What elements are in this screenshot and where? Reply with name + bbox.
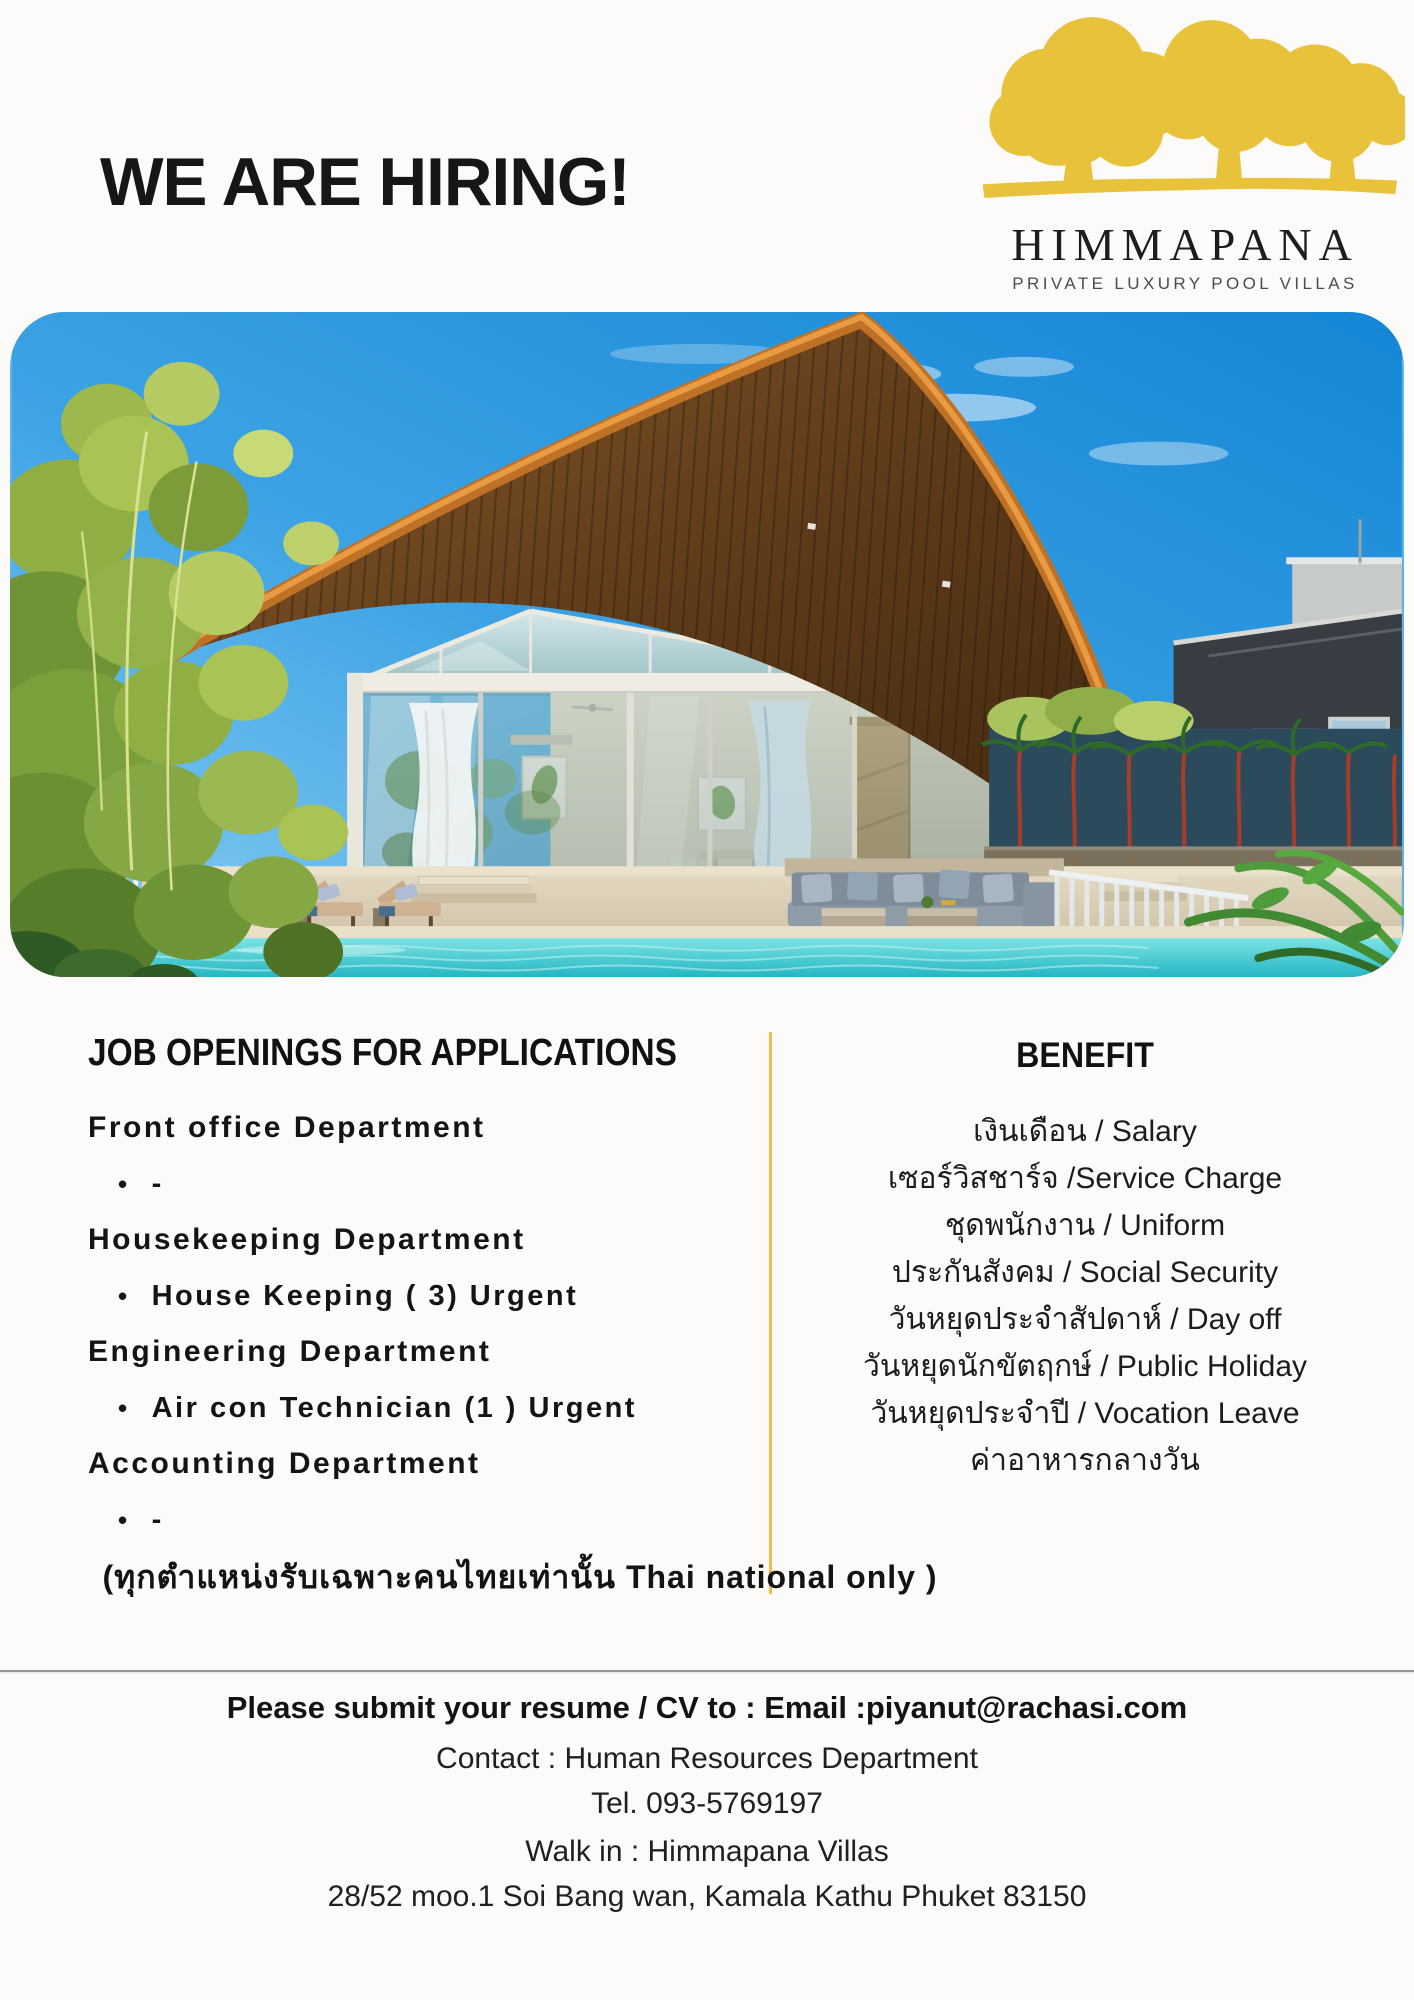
position-item: • Air con Technician (1 ) Urgent xyxy=(88,1380,768,1436)
headline: WE ARE HIRING! xyxy=(100,144,630,220)
brand-logo xyxy=(955,4,1414,304)
position-item: • - xyxy=(88,1156,768,1212)
benefit-item: ประกันสังคม / Social Security xyxy=(891,1256,1279,1289)
benefit-item: ชุดพนักงาน / Uniform xyxy=(944,1209,1226,1242)
column-divider xyxy=(769,1032,772,1594)
department-name: Engineering Department xyxy=(88,1335,492,1368)
walkin-line: Walk in : Himmapana Villas xyxy=(525,1835,889,1868)
footer-divider-highlight xyxy=(0,1672,1414,1674)
villa-photo-illustration xyxy=(10,312,1404,977)
benefit-list xyxy=(775,1108,1395,1484)
position-item: • - xyxy=(88,1492,768,1548)
contact-line: Contact : Human Resources Department xyxy=(436,1742,978,1775)
benefit-section-title: BENEFIT xyxy=(1016,1036,1154,1075)
jobs-section-title: JOB OPENINGS FOR APPLICATIONS xyxy=(88,1032,677,1074)
department-name: Accounting Department xyxy=(88,1447,481,1480)
benefit-item: ค่าอาหารกลางวัน xyxy=(970,1444,1200,1477)
department-name: Housekeeping Department xyxy=(88,1223,526,1256)
department-name: Front office Department xyxy=(88,1111,486,1144)
brand-name: HIMMAPANA xyxy=(1011,219,1359,270)
tree-grove-icon xyxy=(965,10,1405,215)
jobs-list xyxy=(88,1100,768,1548)
benefit-item: วันหยุดประจำปี / Vocation Leave xyxy=(870,1397,1300,1430)
benefit-item: วันหยุดนักขัตฤกษ์ / Public Holiday xyxy=(862,1350,1308,1383)
telephone-line: Tel. 093-5769197 xyxy=(591,1787,823,1820)
villa-photo xyxy=(10,312,1404,977)
position-item: • House Keeping ( 3) Urgent xyxy=(88,1268,768,1324)
submit-resume-line: Please submit your resume / CV to : Email :piyanut@rachasi.com xyxy=(226,1690,1188,1725)
brand-tagline: PRIVATE LUXURY POOL VILLAS xyxy=(1012,274,1358,293)
benefit-item: เงินเดือน / Salary xyxy=(973,1115,1197,1148)
thai-national-note: (ทุกตำแหน่งรับเฉพาะคนไทยเท่านั้น Thai national only ) xyxy=(102,1559,938,1595)
benefit-item: เซอร์วิสชาร์จ /Service Charge xyxy=(887,1162,1283,1195)
benefit-item: วันหยุดประจำสัปดาห์ / Day off xyxy=(888,1303,1282,1336)
address-line: 28/52 moo.1 Soi Bang wan, Kamala Kathu Phuket 83150 xyxy=(327,1880,1087,1913)
